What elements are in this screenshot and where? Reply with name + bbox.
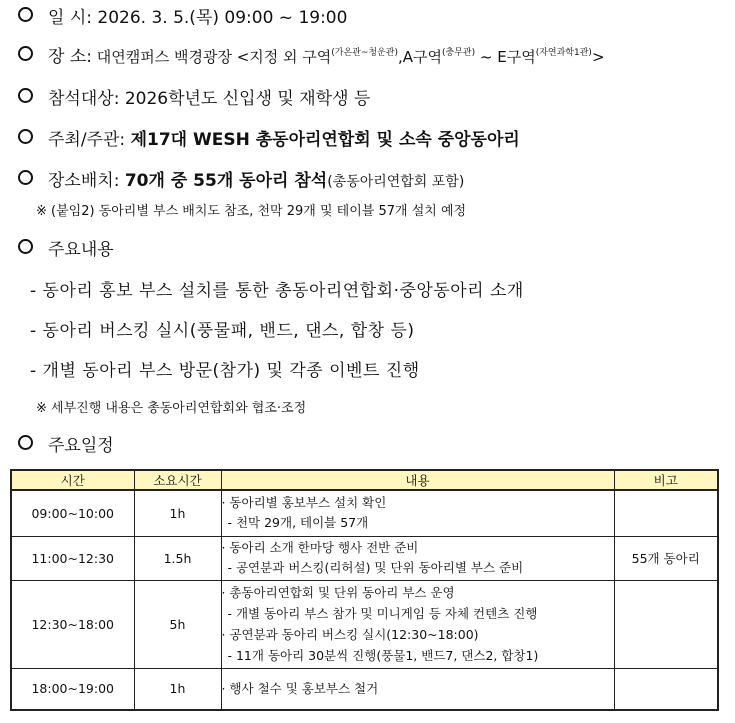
place-label: 장 소:	[48, 47, 92, 67]
bullet-circle	[18, 7, 33, 22]
bullet-circle	[18, 129, 33, 144]
table-row	[11, 580, 718, 668]
place-value: 대연캠퍼스 백경광장 <지정 외 구역	[96, 48, 332, 66]
main-content-item: - 개별 동아리 부스 방문(참가) 및 각종 이벤트 진행	[30, 361, 420, 381]
content-line: - 개별 동아리 부스 참가 및 미니게임 등 자체 컨텐츠 진행	[227, 606, 538, 621]
content-line: · 공연분과 동아리 버스킹 실시(12:30~18:00)	[221, 627, 479, 642]
table-row	[11, 668, 718, 710]
content-line: · 동아리별 홍보부스 설치 확인	[221, 495, 387, 511]
place-sup-3: (자연과학1관)	[535, 48, 592, 58]
content-line: - 공연분과 버스킹(리허설) 및 단위 동아리별 부스 준비	[227, 560, 524, 575]
main-content-note: ※ 세부진행 내용은 총동아리연합회와 협조·조정	[36, 401, 307, 416]
schedule-table	[10, 469, 719, 711]
bullet-circle	[18, 170, 33, 185]
place-mid-2: ~ E구역	[475, 48, 536, 66]
place-line	[48, 42, 605, 67]
cell-time: 11:00~12:30	[11, 536, 134, 580]
cell-remark: 55개 동아리	[614, 536, 718, 580]
bullet-circle	[18, 239, 33, 254]
table-row	[11, 490, 718, 536]
cell-content	[221, 668, 614, 710]
content-line: · 동아리 소개 한마당 행사 전반 준비	[221, 540, 419, 555]
header-duration: 소요시간	[134, 470, 221, 490]
content-line: · 행사 철수 및 홍보부스 철거	[221, 680, 379, 696]
cell-content	[221, 580, 614, 668]
place-mid: ,A구역	[398, 48, 443, 66]
layout-value: 70개 중 55개 동아리 참석	[124, 171, 328, 191]
content-line: - 천막 29개, 테이블 57개	[227, 515, 369, 531]
layout-value-small: (총동아리연합회 포함)	[327, 174, 465, 190]
header-time: 시간	[11, 470, 134, 490]
main-content-title: 주요내용	[48, 240, 114, 260]
target-value: 2026학년도 신입생 및 재학생 등	[124, 89, 371, 109]
cell-remark-empty	[614, 490, 718, 536]
date-line	[48, 3, 347, 28]
schedule-title: 주요일정	[48, 436, 114, 456]
header-content: 내용	[221, 470, 614, 490]
content-line: - 11개 동아리 30분씩 진행(풍물1, 밴드7, 댄스2, 합창1)	[227, 648, 539, 663]
place-end: >	[591, 48, 605, 66]
main-content-item: - 동아리 홍보 부스 설치를 통한 총동아리연합회·중앙동아리 소개	[30, 281, 524, 301]
target-label: 참석대상:	[48, 89, 120, 109]
cell-time: 18:00~19:00	[11, 668, 134, 710]
cell-time: 09:00~10:00	[11, 490, 134, 536]
place-sup-1: (가온관~청운관)	[331, 48, 399, 58]
place-sup-2: (충무관)	[442, 48, 476, 58]
host-line	[48, 125, 520, 150]
date-label: 일 시:	[48, 8, 92, 28]
table-row	[11, 536, 718, 580]
cell-duration: 1.5h	[134, 536, 221, 580]
bullet-circle	[18, 46, 33, 61]
content-line: · 총동아리연합회 및 단위 동아리 부스 운영	[221, 585, 455, 600]
cell-content	[221, 536, 614, 580]
cell-duration: 5h	[134, 580, 221, 668]
cell-duration: 1h	[134, 490, 221, 536]
layout-label: 장소배치:	[48, 171, 120, 191]
main-content-item: - 동아리 버스킹 실시(풍물패, 밴드, 댄스, 합창 등)	[30, 321, 415, 341]
cell-time: 12:30~18:00	[11, 580, 134, 668]
date-value: 2026. 3. 5.(목) 09:00 ~ 19:00	[97, 8, 348, 28]
layout-note: ※ (붙임2) 동아리별 부스 배치도 참조, 천막 29개 및 테이블 57개 설치 예정	[36, 204, 467, 219]
table-header-row	[11, 470, 718, 490]
header-remark: 비고	[614, 470, 718, 490]
cell-duration: 1h	[134, 668, 221, 710]
layout-line	[48, 166, 464, 191]
bullet-circle	[18, 88, 33, 103]
host-label: 주최/주관:	[48, 130, 126, 150]
bullet-circle	[18, 435, 33, 450]
cell-content	[221, 490, 614, 536]
target-line	[48, 84, 370, 109]
host-value: 제17대 WESH 총동아리연합회 및 소속 중앙동아리	[130, 130, 520, 150]
cell-remark-empty	[614, 580, 718, 668]
cell-remark-empty	[614, 668, 718, 710]
